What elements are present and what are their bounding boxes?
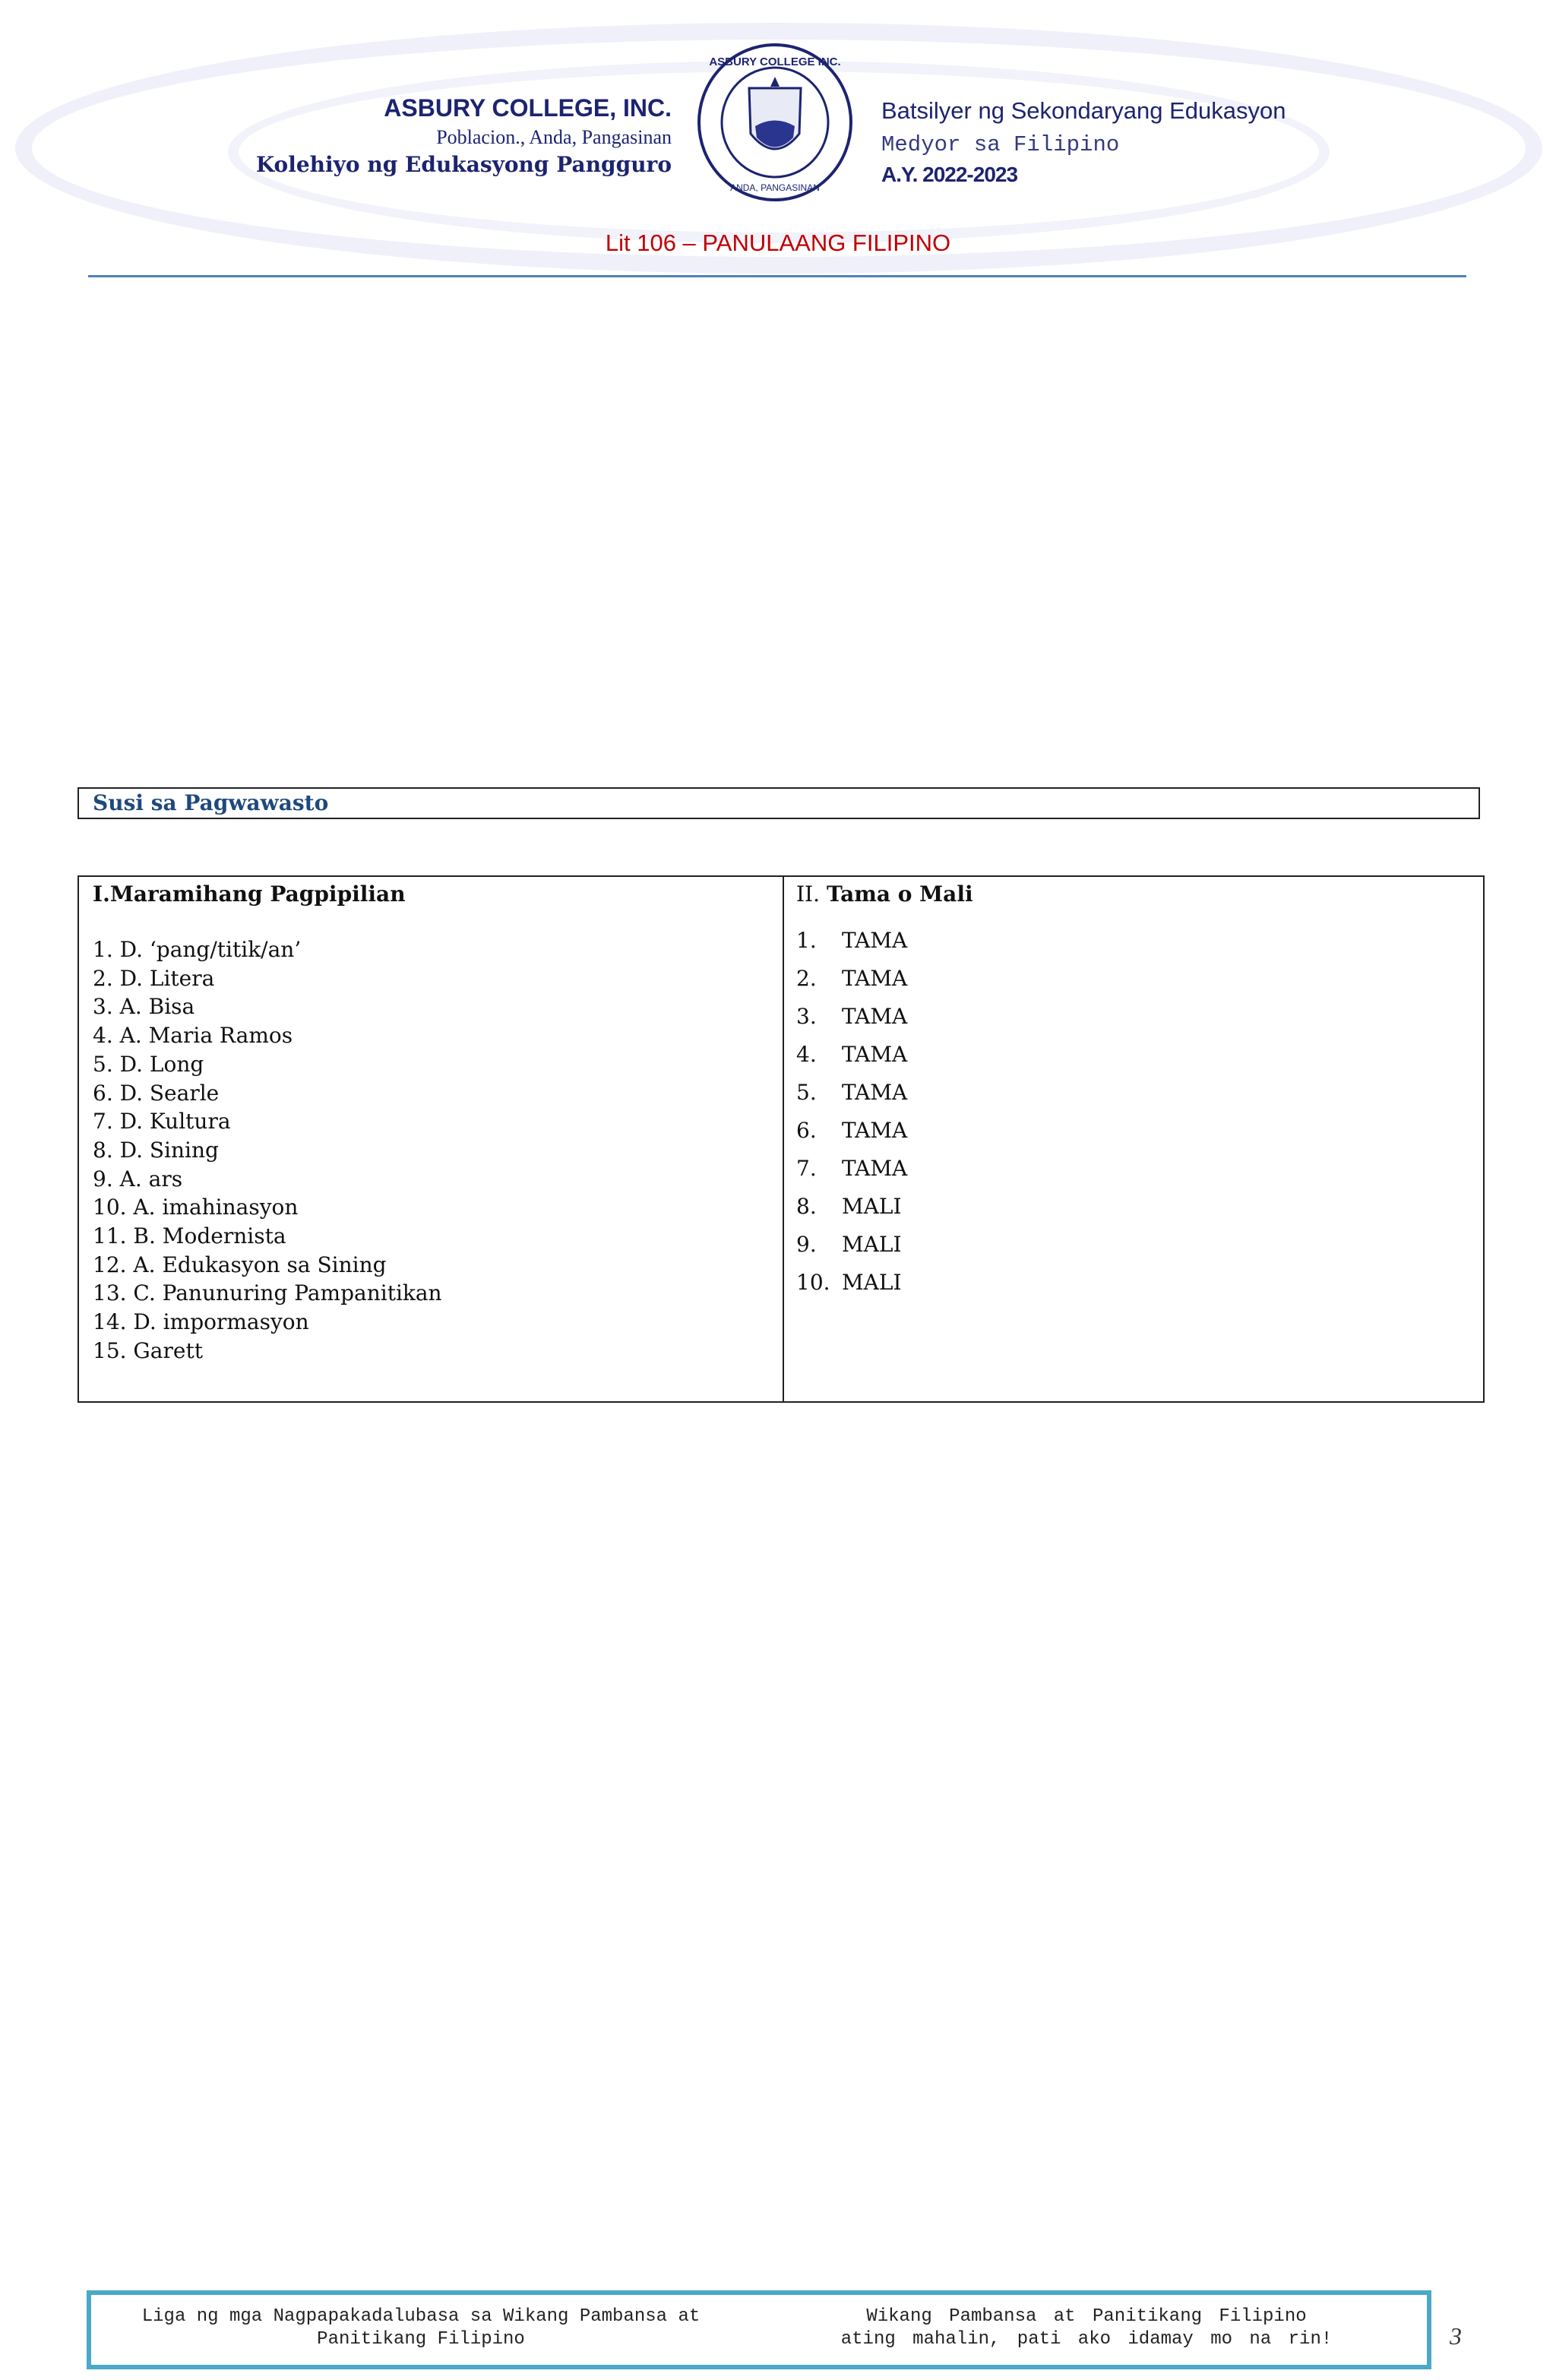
answer-item: 14. D. impormasyon (93, 1309, 309, 1335)
degree-program: Batsilyer ng Sekondaryang Edukasyon (881, 97, 1286, 124)
college-address: Poblacion., Anda, Pangasinan (436, 126, 672, 148)
answer-item: 3. A. Bisa (93, 994, 195, 1020)
true-false-item (796, 1074, 973, 1112)
answer-item: 4. A. Maria Ramos (93, 1023, 293, 1049)
item-answer: TAMA (842, 1080, 908, 1105)
course-title: Lit 106 – PANULAANG FILIPINO (605, 229, 951, 256)
svg-text:ANDA, PANGASINAN: ANDA, PANGASINAN (730, 182, 820, 193)
major: Medyor sa Filipino (881, 132, 1120, 157)
header-divider (88, 275, 1466, 277)
section2-number: II. (796, 881, 821, 907)
true-false-column (796, 881, 973, 1302)
footer-left-line1: Liga ng mga Nagpapakadalubasa sa Wikang Pambansa at (141, 2306, 701, 2327)
item-answer: TAMA (842, 1156, 908, 1181)
footer-right (760, 2306, 1413, 2351)
answer-key-table (77, 875, 1485, 1403)
item-number: 3. (796, 1004, 817, 1029)
true-false-item (796, 922, 973, 960)
true-false-item (796, 1150, 973, 1188)
item-number: 2. (796, 966, 817, 991)
answer-item: 5. D. Long (93, 1051, 204, 1077)
answer-item: 10. A. imahinasyon (93, 1195, 299, 1220)
item-answer: TAMA (842, 1004, 908, 1029)
true-false-item (796, 960, 973, 998)
page-number: 3 (1450, 2322, 1462, 2350)
footer-right-line2: ating mahalin, pati ako idamay mo na rin! (840, 2329, 1333, 2350)
section1-heading: I.Maramihang Pagpipilian (93, 881, 406, 907)
column-divider (783, 877, 784, 1401)
answer-item: 9. A. ars (93, 1166, 183, 1192)
true-false-item (796, 1112, 973, 1150)
answer-item: 13. C. Panunuring Pampanitikan (93, 1280, 442, 1306)
multiple-choice-column (93, 881, 442, 1366)
answer-item: 8. D. Sining (93, 1137, 219, 1163)
department-name: Kolehiyo ng Edukasyong Pangguro (255, 152, 672, 177)
item-number: 5. (796, 1080, 817, 1105)
item-number: 8. (796, 1194, 817, 1219)
answer-item: 12. A. Edukasyon sa Sining (93, 1252, 387, 1277)
item-answer: TAMA (842, 1042, 908, 1067)
item-answer: MALI (842, 1194, 902, 1219)
answer-item: 6. D. Searle (93, 1080, 220, 1106)
true-false-item (796, 1264, 973, 1302)
section2-heading: Tama o Mali (826, 881, 973, 907)
footer-left (109, 2306, 732, 2351)
answer-item: 1. D. ‘pang/titik/an’ (93, 937, 302, 962)
item-number: 10. (796, 1270, 830, 1295)
item-answer: TAMA (842, 966, 908, 991)
item-answer: MALI (842, 1232, 902, 1257)
college-name: ASBURY COLLEGE, INC. (384, 94, 672, 122)
footer-left-line2: Panitikang Filipino (317, 2329, 525, 2350)
answer-key-title: Susi sa Pagwawasto (93, 790, 329, 815)
item-number: 9. (796, 1232, 817, 1257)
footer-box (87, 2290, 1431, 2369)
item-number: 7. (796, 1156, 817, 1181)
item-number: 1. (796, 928, 817, 953)
svg-text:ASBURY COLLEGE INC.: ASBURY COLLEGE INC. (709, 55, 841, 68)
true-false-item (796, 1226, 973, 1264)
answer-item: 2. D. Litera (93, 965, 215, 991)
item-number: 4. (796, 1042, 817, 1067)
item-number: 6. (796, 1118, 817, 1143)
answer-item: 11. B. Modernista (93, 1223, 286, 1249)
true-false-item (796, 1036, 973, 1074)
answer-item: 7. D. Kultura (93, 1109, 231, 1135)
academic-year: A.Y. 2022-2023 (881, 163, 1018, 186)
true-false-item (796, 998, 973, 1036)
answer-key-title-box (77, 787, 1480, 819)
item-answer: TAMA (842, 1118, 908, 1143)
item-answer: TAMA (842, 928, 908, 953)
true-false-item (796, 1188, 973, 1226)
answer-item: 15. Garett (93, 1337, 203, 1363)
footer-right-line1: Wikang Pambansa at Panitikang Filipino (866, 2306, 1307, 2327)
college-seal-logo (696, 43, 854, 202)
item-answer: MALI (842, 1270, 902, 1295)
